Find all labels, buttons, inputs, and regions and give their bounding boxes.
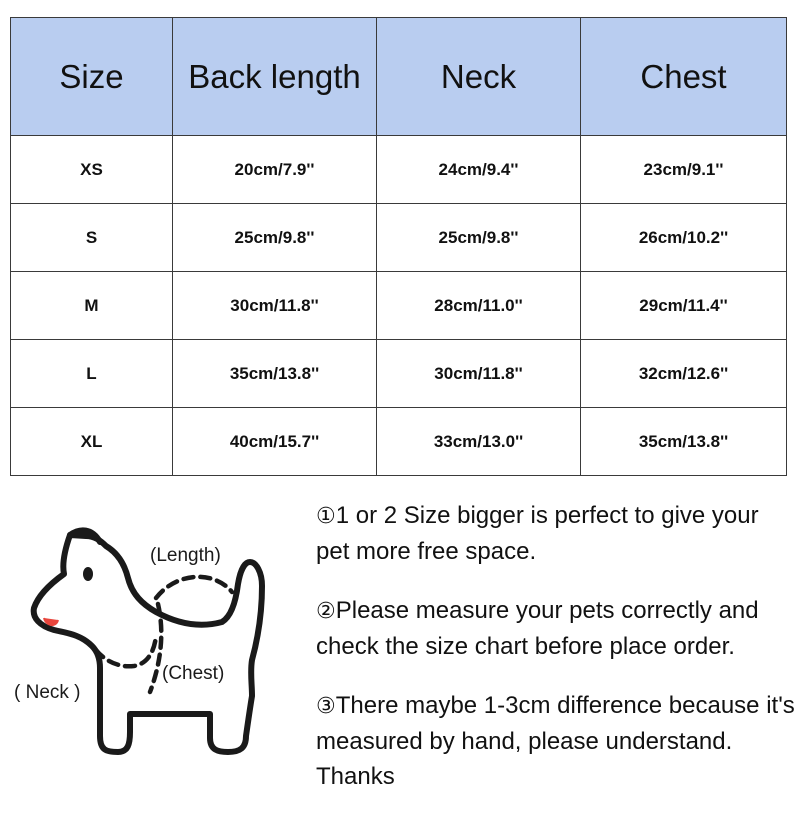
dog-outline [34, 535, 262, 752]
cell-back-length: 25cm/9.8'' [173, 204, 377, 272]
cell-size: XS [11, 136, 173, 204]
table-row [11, 136, 787, 204]
note-item [316, 688, 796, 794]
note-number: ③ [316, 694, 336, 719]
note-text: 1 or 2 Size bigger is perfect to give your pet more free space. [316, 502, 759, 565]
note-item [316, 498, 796, 569]
note-item [316, 593, 796, 664]
dog-illustration [0, 500, 310, 800]
cell-back-length: 40cm/15.7'' [173, 408, 377, 476]
cell-back-length: 35cm/13.8'' [173, 340, 377, 408]
sizing-notes [316, 498, 796, 818]
header-back-length: Back length [173, 18, 377, 136]
note-number: ② [316, 599, 336, 624]
cell-size: XL [11, 408, 173, 476]
cell-size: S [11, 204, 173, 272]
dog-measurement-diagram [0, 500, 310, 800]
cell-chest: 26cm/10.2'' [581, 204, 787, 272]
neck-measure-line [96, 636, 156, 666]
cell-chest: 32cm/12.6'' [581, 340, 787, 408]
header-size: Size [11, 18, 173, 136]
dog-eye [83, 567, 93, 581]
size-chart-table [10, 17, 787, 476]
cell-neck: 30cm/11.8'' [377, 340, 581, 408]
cell-chest: 29cm/11.4'' [581, 272, 787, 340]
cell-neck: 33cm/13.0'' [377, 408, 581, 476]
cell-chest: 35cm/13.8'' [581, 408, 787, 476]
cell-neck: 24cm/9.4'' [377, 136, 581, 204]
header-neck: Neck [377, 18, 581, 136]
length-measure-line [156, 577, 232, 598]
cell-size: M [11, 272, 173, 340]
cell-size: L [11, 340, 173, 408]
note-text: Please measure your pets correctly and check the size chart before place order. [316, 597, 759, 660]
table-header-row [11, 18, 787, 136]
chest-label: (Chest) [162, 663, 225, 684]
note-text: There maybe 1-3cm difference because it's measured by hand, please understand. Thanks [316, 692, 795, 790]
table-row [11, 204, 787, 272]
table-row [11, 408, 787, 476]
table-row [11, 340, 787, 408]
table-row [11, 272, 787, 340]
length-label: (Length) [150, 545, 221, 566]
cell-neck: 25cm/9.8'' [377, 204, 581, 272]
cell-neck: 28cm/11.0'' [377, 272, 581, 340]
neck-label: ( Neck ) [14, 682, 81, 703]
note-number: ① [316, 504, 336, 529]
header-chest: Chest [581, 18, 787, 136]
cell-chest: 23cm/9.1'' [581, 136, 787, 204]
cell-back-length: 20cm/7.9'' [173, 136, 377, 204]
cell-back-length: 30cm/11.8'' [173, 272, 377, 340]
